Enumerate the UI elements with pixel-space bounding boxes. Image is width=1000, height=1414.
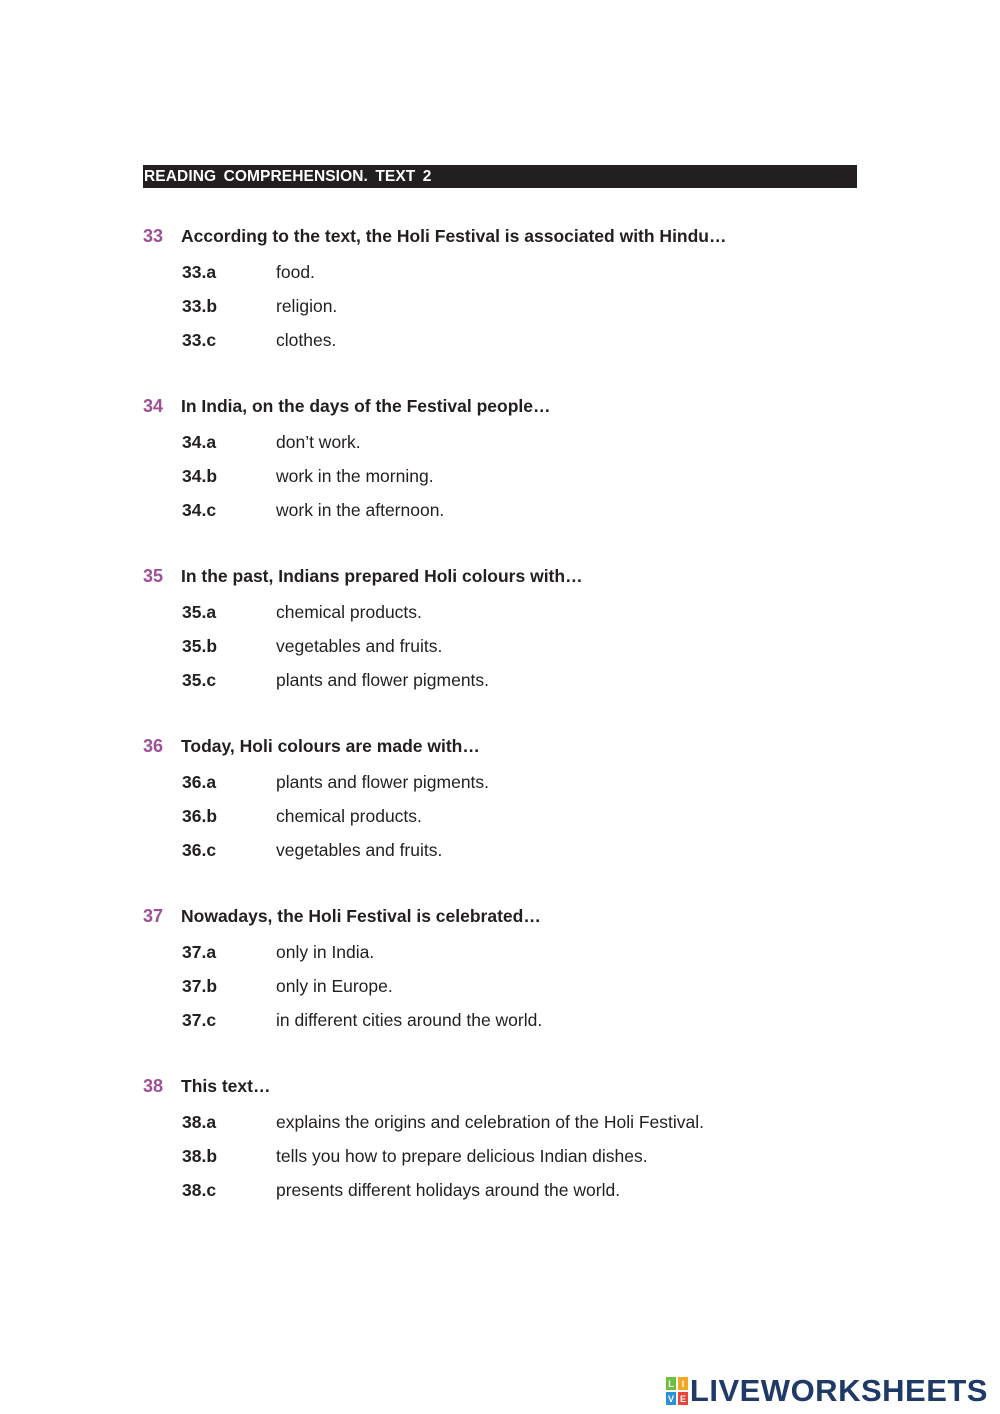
option-label: 38.b xyxy=(182,1146,218,1166)
svg-text:I: I xyxy=(681,1379,685,1389)
svg-text:V: V xyxy=(667,1394,674,1404)
option-label: 34.c xyxy=(182,500,217,520)
option-label: 36.a xyxy=(182,772,217,792)
option-label: 33.b xyxy=(182,296,218,316)
question-number: 33 xyxy=(143,226,164,246)
option-text: work in the afternoon. xyxy=(276,500,445,520)
question-number: 35 xyxy=(143,566,164,586)
question-text: Nowadays, the Holi Festival is celebrated… xyxy=(181,906,541,926)
option-label: 38.c xyxy=(182,1180,217,1200)
option-label: 33.c xyxy=(182,330,217,350)
option-text: presents different holidays around the world. xyxy=(276,1180,621,1200)
option-text: clothes. xyxy=(276,330,337,350)
question-34 xyxy=(143,394,863,533)
option-text: plants and flower pigments. xyxy=(276,772,490,792)
option-text: work in the morning. xyxy=(276,466,434,486)
option-list xyxy=(143,941,863,1043)
option-label: 38.a xyxy=(182,1112,217,1132)
question-36 xyxy=(143,734,863,873)
option-list xyxy=(143,431,863,533)
option-label: 33.a xyxy=(182,262,217,282)
option-text: only in Europe. xyxy=(276,976,393,996)
option-label: 36.b xyxy=(182,806,218,826)
liveworksheets-logo xyxy=(666,1374,988,1408)
option-35a[interactable] xyxy=(143,601,863,635)
option-text: food. xyxy=(276,262,315,282)
option-text: in different cities around the world. xyxy=(276,1010,543,1030)
option-text: only in India. xyxy=(276,942,375,962)
option-37c[interactable] xyxy=(143,1009,863,1043)
option-34c[interactable] xyxy=(143,499,863,533)
option-list xyxy=(143,601,863,703)
question-number: 36 xyxy=(143,736,164,756)
question-number: 34 xyxy=(143,396,164,416)
option-38a[interactable] xyxy=(143,1111,863,1145)
option-text: chemical products. xyxy=(276,602,422,622)
option-36b[interactable] xyxy=(143,805,863,839)
option-text: don’t work. xyxy=(276,432,361,452)
option-33c[interactable] xyxy=(143,329,863,363)
option-34b[interactable] xyxy=(143,465,863,499)
option-text: religion. xyxy=(276,296,338,316)
option-text: vegetables and fruits. xyxy=(276,840,443,860)
option-36c[interactable] xyxy=(143,839,863,873)
question-37 xyxy=(143,904,863,1043)
option-34a[interactable] xyxy=(143,431,863,465)
option-label: 37.a xyxy=(182,942,217,962)
option-label: 36.c xyxy=(182,840,217,860)
option-list xyxy=(143,771,863,873)
option-label: 34.a xyxy=(182,432,217,452)
svg-text:L: L xyxy=(668,1379,674,1389)
liveworksheets-logo-icon xyxy=(666,1377,688,1405)
question-text: According to the text, the Holi Festival is associated with Hindu… xyxy=(181,226,727,246)
question-33 xyxy=(143,224,863,363)
svg-text:E: E xyxy=(679,1394,686,1404)
question-38 xyxy=(143,1074,863,1213)
option-text: explains the origins and celebration of the Holi Festival. xyxy=(276,1112,705,1132)
option-text: plants and flower pigments. xyxy=(276,670,490,690)
option-label: 34.b xyxy=(182,466,218,486)
question-text: This text… xyxy=(181,1076,271,1096)
option-label: 35.c xyxy=(182,670,217,690)
question-number: 37 xyxy=(143,906,164,926)
option-38b[interactable] xyxy=(143,1145,863,1179)
question-number: 38 xyxy=(143,1076,164,1096)
option-36a[interactable] xyxy=(143,771,863,805)
option-label: 37.c xyxy=(182,1010,217,1030)
option-text: tells you how to prepare delicious Indian dishes. xyxy=(276,1146,648,1166)
option-list xyxy=(143,261,863,363)
section-header: READING COMPREHENSION. TEXT 2 xyxy=(143,165,857,188)
option-label: 35.b xyxy=(182,636,218,656)
option-38c[interactable] xyxy=(143,1179,863,1213)
option-text: vegetables and fruits. xyxy=(276,636,443,656)
option-37b[interactable] xyxy=(143,975,863,1009)
question-text: In India, on the days of the Festival people… xyxy=(181,396,551,416)
question-35 xyxy=(143,564,863,703)
option-list xyxy=(143,1111,863,1213)
option-label: 37.b xyxy=(182,976,218,996)
option-33a[interactable] xyxy=(143,261,863,295)
option-text: chemical products. xyxy=(276,806,422,826)
option-35b[interactable] xyxy=(143,635,863,669)
liveworksheets-logo-text: LIVEWORKSHEETS xyxy=(689,1373,988,1408)
option-37a[interactable] xyxy=(143,941,863,975)
option-33b[interactable] xyxy=(143,295,863,329)
option-label: 35.a xyxy=(182,602,217,622)
question-text: In the past, Indians prepared Holi colours with… xyxy=(181,566,583,586)
option-35c[interactable] xyxy=(143,669,863,703)
question-text: Today, Holi colours are made with… xyxy=(181,736,480,756)
